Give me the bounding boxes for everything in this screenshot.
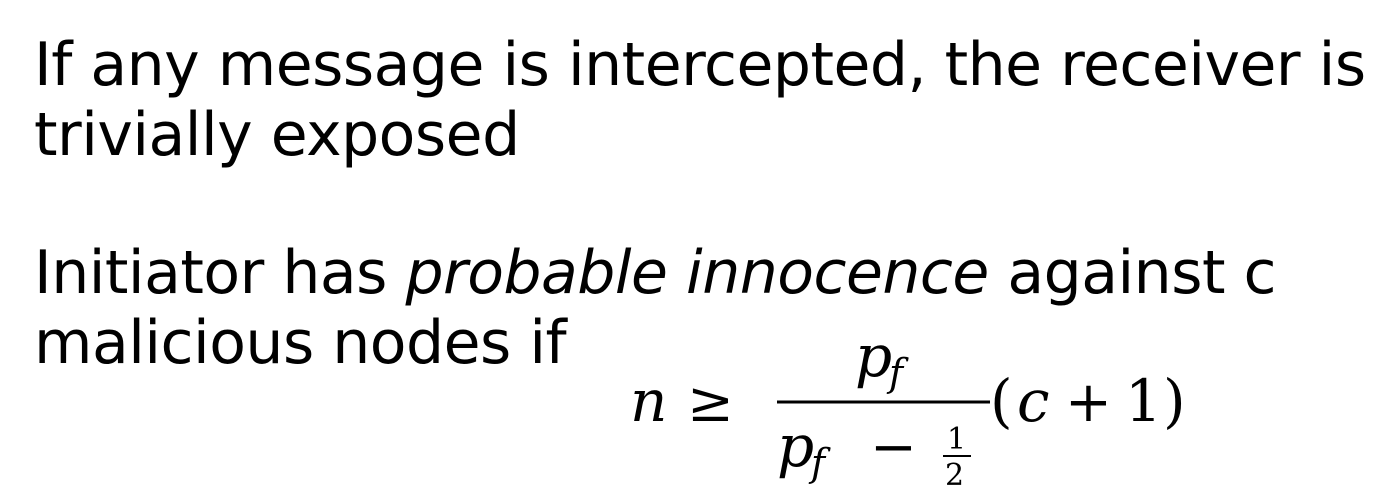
formula-numerator-subscript: f <box>889 351 904 395</box>
statement-receiver-exposed-line-1: If any message is intercepted, the receiver is <box>34 30 1366 100</box>
statement-suffix: against c <box>988 238 1277 308</box>
formula-constant-one: 1 <box>1125 367 1162 435</box>
statement-receiver-exposed <box>34 30 1366 170</box>
formula-paren-close: ) <box>1163 367 1186 435</box>
probable-innocence-term: probable innocence <box>405 238 989 308</box>
formula-half-denominator: 2 <box>945 458 965 493</box>
formula-variable-c: c <box>1017 367 1050 435</box>
formula-half-numerator: 1 <box>947 422 967 457</box>
formula-relation: ≥ <box>687 370 734 435</box>
formula-numerator-p: p <box>855 322 893 390</box>
statement-receiver-exposed-line-2: trivially exposed <box>34 100 520 170</box>
statement-probable-innocence-line-1 <box>34 238 1276 308</box>
formula-variable-n: n <box>630 367 668 435</box>
statement-probable-innocence-line-2: malicious nodes if <box>34 308 567 378</box>
formula-plus: + <box>1065 370 1112 435</box>
formula-denominator-p: p <box>777 412 815 480</box>
formula-denominator-subscript: f <box>811 441 826 485</box>
formula-paren-open: ( <box>990 367 1013 435</box>
statement-prefix: Initiator has <box>34 238 406 308</box>
probable-innocence-formula <box>625 318 1205 498</box>
formula-denominator-minus: − <box>870 415 917 480</box>
